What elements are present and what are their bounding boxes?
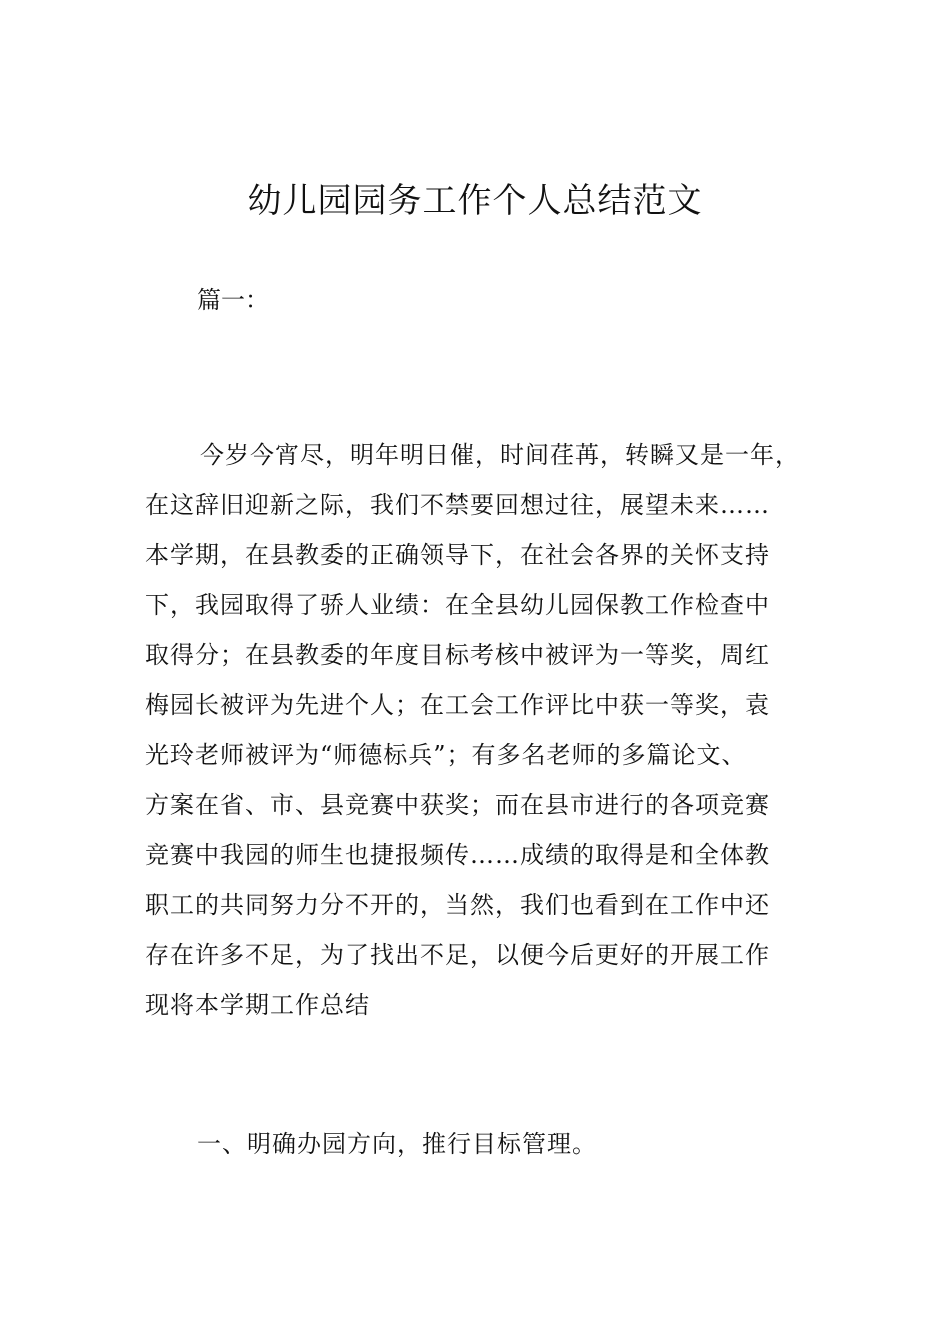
body-line: 本学期，在县教委的正确领导下，在社会各界的关怀支持 [145, 541, 770, 569]
body-line: 今岁今宵尽，明年明日催，时间荏苒，转瞬又是一年， [200, 441, 800, 469]
section-label: 篇一： [197, 286, 269, 314]
body-line: 光玲老师被评为“师德标兵”；有多名老师的多篇论文、 [145, 741, 747, 769]
body-line: 现将本学期工作总结 [145, 991, 370, 1019]
document-title: 幼儿园园务工作个人总结范文 [247, 181, 703, 221]
body-line: 下，我园取得了骄人业绩：在全县幼儿园保教工作检查中 [145, 591, 770, 619]
section-heading: 一、明确办园方向，推行目标管理。 [197, 1130, 597, 1158]
body-line: 方案在省、市、县竞赛中获奖；而在县市进行的各项竞赛 [145, 791, 770, 819]
body-line: 存在许多不足，为了找出不足，以便今后更好的开展工作 [145, 941, 770, 969]
body-line: 职工的共同努力分不开的，当然，我们也看到在工作中还 [145, 891, 770, 919]
body-line: 竞赛中我园的师生也捷报频传……成绩的取得是和全体教 [145, 841, 770, 869]
body-line: 在这辞旧迎新之际，我们不禁要回想过往，展望未来…… [145, 491, 770, 519]
body-line: 梅园长被评为先进个人；在工会工作评比中获一等奖，袁 [145, 691, 770, 719]
body-line: 取得分；在县教委的年度目标考核中被评为一等奖，周红 [145, 641, 770, 669]
body-paragraph [145, 430, 835, 1030]
